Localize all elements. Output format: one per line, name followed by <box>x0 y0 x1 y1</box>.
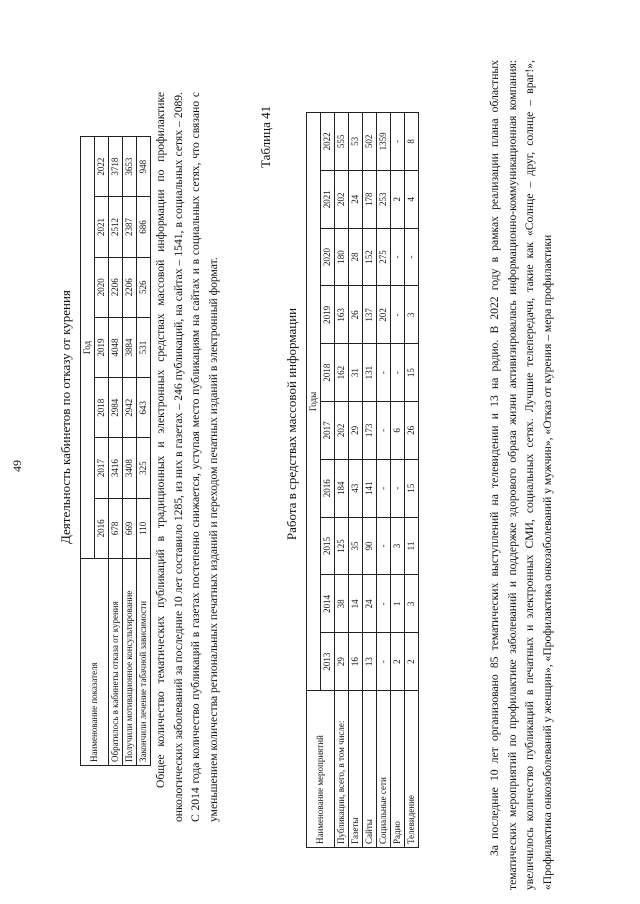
cell-value: 275 <box>377 228 391 286</box>
cell-value: 38 <box>335 575 349 633</box>
cell-value: 3416 <box>109 438 123 498</box>
table-row <box>391 113 405 848</box>
year-header: 2019 <box>321 286 335 344</box>
year-header: 2021 <box>95 197 109 257</box>
cell-value: 686 <box>137 197 151 257</box>
cell-value: 2387 <box>123 197 137 257</box>
cell-value: 3408 <box>123 438 137 498</box>
cell-value: 6 <box>391 402 405 460</box>
cell-value: 2 <box>391 633 405 691</box>
table-row <box>349 113 363 848</box>
cell-value: - <box>377 517 391 575</box>
table-row <box>377 113 391 848</box>
table1-title: Деятельность кабинетов по отказу от курения <box>58 290 73 544</box>
cell-value: 16 <box>349 633 363 691</box>
year-header: 2018 <box>321 344 335 402</box>
cell-value: 26 <box>405 402 419 460</box>
cell-value: 14 <box>349 575 363 633</box>
paragraph-1: Общее количество тематических публикаций в традиционных и электронных средствах массовой информации по профилактике онкологических заболеваний за последние 10 лет составило 1285, из них в газетах – 246 публикаций, на сайтах – 1541, в социальных сетях – 2089. С 2014 года количество публикаций в газетах постепенно снижается, уступая место публикациям на сайтах и в социальных сетях, что связано с уменьшением количества региональных печатных изданий и переходом печатных изданий в электронный формат. <box>154 92 220 822</box>
cell-value: 1 <box>391 575 405 633</box>
year-header: 2013 <box>321 633 335 691</box>
cell-value: 11 <box>405 517 419 575</box>
cell-value: - <box>377 402 391 460</box>
row-label: Радио <box>391 691 405 848</box>
table2-number: Таблица 41 <box>258 105 273 168</box>
year-header: 2014 <box>321 575 335 633</box>
table2 <box>306 112 419 848</box>
year-header: 2018 <box>95 378 109 438</box>
row-label: Получили мотивационное консультирование <box>123 559 137 766</box>
cell-value: 3 <box>405 286 419 344</box>
year-group-header: Годы <box>307 113 321 691</box>
cell-value: 13 <box>363 633 377 691</box>
table-row <box>405 113 419 848</box>
cell-value: 125 <box>335 517 349 575</box>
cell-value: 531 <box>137 317 151 377</box>
cell-value: 555 <box>335 113 349 171</box>
cell-value: 15 <box>405 344 419 402</box>
cell-value: 24 <box>363 575 377 633</box>
cell-value: 141 <box>363 459 377 517</box>
year-group-header: Год <box>81 137 95 559</box>
cell-value: 35 <box>349 517 363 575</box>
cell-value: 178 <box>363 170 377 228</box>
cell-value: 669 <box>123 498 137 558</box>
cell-value: 28 <box>349 228 363 286</box>
cell-value: 15 <box>405 459 419 517</box>
year-header: 2017 <box>95 438 109 498</box>
cell-value: 2984 <box>109 378 123 438</box>
year-header: 2022 <box>95 137 109 197</box>
cell-value: - <box>377 575 391 633</box>
year-header: 2021 <box>321 170 335 228</box>
year-header: 2015 <box>321 517 335 575</box>
cell-value: 202 <box>335 402 349 460</box>
name-header: Наименование мероприятий <box>307 691 335 848</box>
row-label: Социальные сети <box>377 691 391 848</box>
year-header: 2017 <box>321 402 335 460</box>
header-row <box>81 137 95 766</box>
cell-value: 2 <box>405 633 419 691</box>
header-row <box>307 113 321 848</box>
cell-value: 948 <box>137 137 151 197</box>
year-header: 2022 <box>321 113 335 171</box>
cell-value: 29 <box>349 402 363 460</box>
cell-value: 152 <box>363 228 377 286</box>
cell-value: 31 <box>349 344 363 402</box>
year-header: 2016 <box>95 498 109 558</box>
cell-value: 202 <box>377 286 391 344</box>
table2-title: Работа в средствах массовой информации <box>284 307 299 541</box>
row-label: Сайты <box>363 691 377 848</box>
cell-value: 3718 <box>109 137 123 197</box>
cell-value: 325 <box>137 438 151 498</box>
year-header: 2020 <box>321 228 335 286</box>
cell-value: - <box>377 459 391 517</box>
cell-value: 2942 <box>123 378 137 438</box>
cell-value: 4048 <box>109 317 123 377</box>
cell-value: 526 <box>137 257 151 317</box>
cell-value: - <box>391 286 405 344</box>
table-row <box>137 137 151 766</box>
cell-value: 502 <box>363 113 377 171</box>
year-header: 2019 <box>95 317 109 377</box>
cell-value: - <box>377 344 391 402</box>
cell-value: - <box>391 459 405 517</box>
cell-value: 53 <box>349 113 363 171</box>
cell-value: 184 <box>335 459 349 517</box>
cell-value: - <box>391 344 405 402</box>
cell-value: - <box>405 228 419 286</box>
cell-value: 253 <box>377 170 391 228</box>
cell-value: 43 <box>349 459 363 517</box>
cell-value: 26 <box>349 286 363 344</box>
cell-value: 202 <box>335 170 349 228</box>
cell-value: - <box>391 228 405 286</box>
cell-value: 24 <box>349 170 363 228</box>
cell-value: 29 <box>335 633 349 691</box>
cell-value: 110 <box>137 498 151 558</box>
row-label: Закончили лечение табачной зависимости <box>137 559 151 766</box>
table-row <box>363 113 377 848</box>
cell-value: 131 <box>363 344 377 402</box>
cell-value: - <box>391 113 405 171</box>
cell-value: 1359 <box>377 113 391 171</box>
year-header: 2016 <box>321 459 335 517</box>
cell-value: - <box>377 633 391 691</box>
table-row <box>109 137 123 766</box>
cell-value: 173 <box>363 402 377 460</box>
row-label: Телевидение <box>405 691 419 848</box>
cell-value: 4 <box>405 170 419 228</box>
cell-value: 2206 <box>123 257 137 317</box>
cell-value: 2206 <box>109 257 123 317</box>
cell-value: 3 <box>405 575 419 633</box>
cell-value: 137 <box>363 286 377 344</box>
cell-value: 643 <box>137 378 151 438</box>
cell-value: 3 <box>391 517 405 575</box>
cell-value: 162 <box>335 344 349 402</box>
cell-value: 2512 <box>109 197 123 257</box>
row-label: Газеты <box>349 691 363 848</box>
year-header: 2020 <box>95 257 109 317</box>
row-label: Публикации, всего, в том числе: <box>335 691 349 848</box>
cell-value: 3884 <box>123 317 137 377</box>
cell-value: 678 <box>109 498 123 558</box>
page-number: 49 <box>10 460 24 472</box>
cell-value: 90 <box>363 517 377 575</box>
table-row <box>123 137 137 766</box>
table1 <box>80 136 151 766</box>
paragraph-2: За последние 10 лет организовано 85 тематических выступлений на телевидении и 13 на радио. В 2022 году в рамках реализации плана областных тематических мероприятий по профилактике заболеваний и поддержке здорового образа жизни активизировалась информационно-коммуникационная компания: увеличилось количество публикаций в печатных и электронных СМИ, социальных сетях. Лучшие телепередачи, такие как «Солнце – друг, солнце – враг!», «Профилактика онкозаболеваний у женщин», «Профилактика онкозаболеваний у мужчин», «Отказ от курения – мера профилактики <box>488 60 554 890</box>
name-header: Наименование показателя <box>81 559 109 766</box>
cell-value: 2 <box>391 170 405 228</box>
row-label: Обратилось в кабинеты отказа от курения <box>109 559 123 766</box>
cell-value: 3653 <box>123 137 137 197</box>
table-row <box>335 113 349 848</box>
cell-value: 8 <box>405 113 419 171</box>
cell-value: 180 <box>335 228 349 286</box>
cell-value: 163 <box>335 286 349 344</box>
